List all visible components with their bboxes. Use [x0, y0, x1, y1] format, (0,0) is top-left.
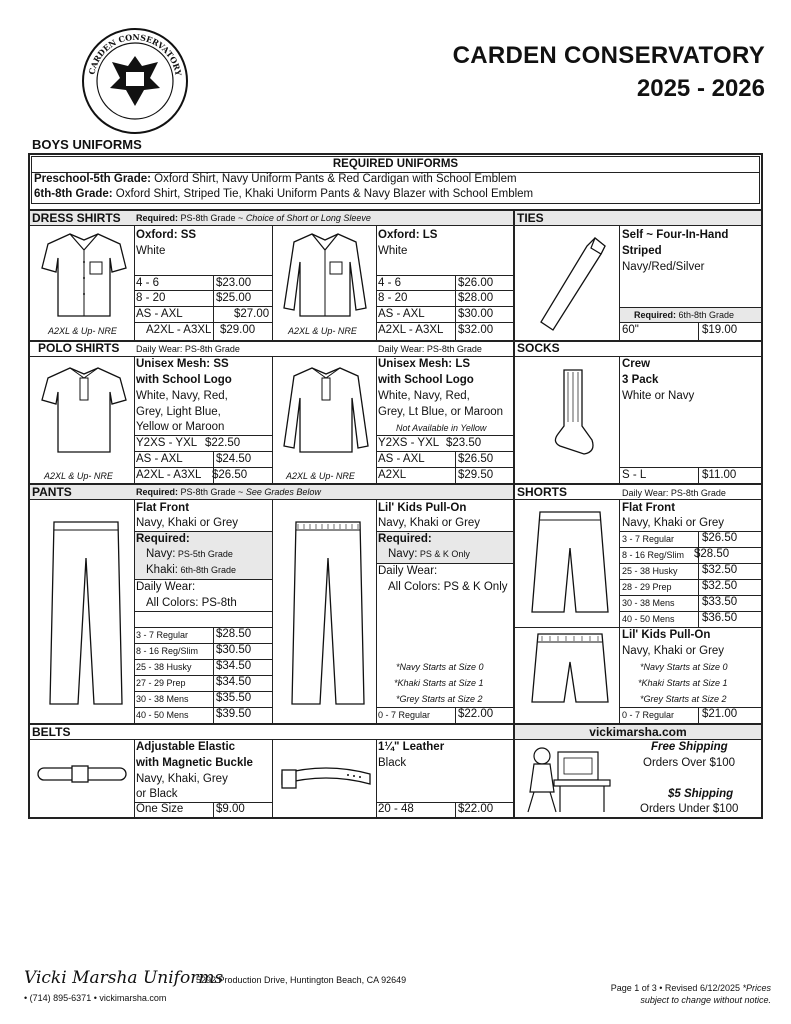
- price-row-price: $22.50: [205, 437, 241, 449]
- elastic-belt-colors: or Black: [136, 788, 178, 800]
- section-title-ties: TIES: [517, 211, 544, 225]
- tie-name: Self ~ Four-In-Hand: [622, 229, 729, 241]
- polo-note-ls: Daily Wear: PS-8th Grade: [378, 344, 482, 354]
- price-row-size: Y2XS - YXL: [136, 437, 198, 449]
- price-row-price: $34.50: [216, 676, 252, 688]
- price-row-size: 25 - 38 Husky: [622, 566, 678, 576]
- section-title-belts: BELTS: [32, 725, 71, 739]
- oxford-ss-name: Oxford: SS: [136, 229, 197, 241]
- price-row-price: $34.50: [216, 660, 252, 672]
- price-row-size: 27 - 29 Prep: [136, 678, 186, 688]
- pull-on-required-label: Required:: [378, 533, 432, 545]
- price-row-size: A2XL - A3XL: [146, 324, 212, 336]
- section-title-pants: PANTS: [32, 485, 72, 499]
- polo-note-ss: Daily Wear: PS-8th Grade: [136, 344, 240, 354]
- price-row-size: AS - AXL: [378, 453, 425, 465]
- socks-colors: White or Navy: [622, 390, 695, 402]
- leather-belt-size: 20 - 48: [378, 803, 414, 815]
- short-sleeve-oxford-shirt-illustration: [40, 228, 128, 320]
- shipping-clipart-illustration: [524, 742, 616, 814]
- pull-on-pants-name: Lil' Kids Pull-On: [378, 502, 467, 514]
- price-row-size: AS - AXL: [136, 453, 183, 465]
- price-row-price: $26.50: [458, 453, 494, 465]
- elastic-belt-buckle: with Magnetic Buckle: [136, 757, 253, 769]
- vendor-brand-logo: Vicki Marsha Uniforms: [24, 968, 224, 988]
- price-row-size: 25 - 38 Husky: [136, 662, 192, 672]
- dress-shirts-note: Required: PS-8th Grade ~ Choice of Short or Long Sleeve: [136, 213, 371, 223]
- polo-ss-nre-note: A2XL & Up- NRE: [44, 471, 113, 481]
- tie-style: Striped: [622, 245, 662, 257]
- price-row-price: $39.50: [216, 708, 252, 720]
- price-row-price: $29.50: [458, 469, 494, 481]
- pull-on-price: $22.00: [458, 708, 494, 720]
- leather-belt-price: $22.00: [458, 803, 494, 815]
- vendor-address: 5292 Production Drive, Huntington Beach, CA 92649: [196, 975, 407, 985]
- price-row-price: $28.50: [216, 628, 252, 640]
- paid-shipping-label: $5 Shipping: [668, 788, 734, 800]
- price-row-price: $28.50: [694, 548, 730, 560]
- pull-on-required-navy: Navy: PS & K Only: [388, 548, 470, 560]
- price-row-price: $29.00: [220, 324, 256, 336]
- flat-front-pants-illustration: [46, 518, 126, 710]
- price-row-size: 40 - 50 Mens: [622, 614, 675, 624]
- oxford-ss-color: White: [136, 245, 166, 257]
- free-shipping-condition: Orders Over $100: [643, 757, 736, 769]
- shorts-note: Daily Wear: PS-8th Grade: [622, 488, 726, 498]
- tie-size: 60": [622, 324, 639, 336]
- polo-ls-logo: with School Logo: [378, 374, 474, 386]
- socks-name: Crew: [622, 358, 651, 370]
- polo-ls-colors: White, Navy, Red,: [378, 390, 470, 402]
- price-row-size: 3 - 7 Regular: [136, 630, 189, 640]
- price-row-size: 40 - 50 Mens: [136, 710, 189, 720]
- price-row-price: $27.00: [234, 308, 270, 320]
- leather-belt-color: Black: [378, 757, 407, 769]
- socks-size: S - L: [622, 469, 647, 481]
- section-title-polo-shirts: POLO SHIRTS: [38, 341, 120, 355]
- price-row-size: A2XL - A3XL: [136, 469, 202, 481]
- elastic-belt-colors: Navy, Khaki, Grey: [136, 773, 228, 785]
- polo-ss-colors: Yellow or Maroon: [136, 421, 225, 433]
- price-row-size: Y2XS - YXL: [378, 437, 440, 449]
- pull-on-shorts-size-note: *Khaki Starts at Size 1: [638, 678, 728, 688]
- polo-ls-availability-note: Not Available in Yellow: [396, 423, 487, 433]
- leather-belt-illustration: [278, 760, 374, 794]
- price-row-price: $35.50: [216, 692, 252, 704]
- price-row-size: 8 - 16 Reg/Slim: [136, 646, 199, 656]
- required-line-middle: 6th-8th Grade: Oxford Shirt, Striped Tie, Khaki Uniform Pants & Navy Blazer with School Emblem: [34, 188, 534, 200]
- pants-required-navy: Navy: PS-5th Grade: [146, 548, 233, 560]
- polo-ss-colors: Grey, Light Blue,: [136, 406, 221, 418]
- price-row-price: $32.50: [702, 564, 738, 576]
- pants-required-label: Required:: [136, 533, 190, 545]
- pants-daily-label: Daily Wear:: [136, 581, 196, 593]
- pull-on-size-note: *Grey Starts at Size 2: [396, 694, 483, 704]
- price-row-price: $26.50: [702, 532, 738, 544]
- oxford-ls-color: White: [378, 245, 408, 257]
- required-line-preschool: Preschool-5th Grade: Oxford Shirt, Navy Uniform Pants & Red Cardigan with School Emblem: [34, 173, 517, 185]
- pull-on-daily-label: Daily Wear:: [378, 565, 438, 577]
- pants-required-khaki: Khaki: 6th-8th Grade: [146, 564, 237, 576]
- price-row-size: 8 - 20: [378, 292, 408, 304]
- price-row-size: 3 - 7 Regular: [622, 534, 675, 544]
- tie-colors: Navy/Red/Silver: [622, 261, 705, 273]
- price-row-price: $33.50: [702, 596, 738, 608]
- price-row-size: AS - AXL: [136, 308, 183, 320]
- pull-on-shorts-name: Lil' Kids Pull-On: [622, 629, 711, 641]
- required-uniforms-title: REQUIRED UNIFORMS: [32, 157, 759, 173]
- page-info: Page 1 of 3 • Revised 6/12/2025 *Prices subject to change without notice.: [610, 983, 771, 1005]
- flat-front-pants-name: Flat Front: [136, 502, 190, 514]
- pull-on-shorts-colors: Navy, Khaki or Grey: [622, 645, 725, 657]
- long-sleeve-polo-illustration: [280, 362, 372, 457]
- polo-ls-nre-note: A2XL & Up- NRE: [286, 471, 355, 481]
- flat-front-shorts-colors: Navy, Khaki or Grey: [622, 517, 725, 529]
- pull-on-shorts-size: 0 - 7 Regular: [622, 710, 675, 720]
- pull-on-size: 0 - 7 Regular: [378, 710, 431, 720]
- dress-ss-nre-note: A2XL & Up- NRE: [48, 326, 117, 336]
- price-row-price: $23.00: [216, 277, 252, 289]
- price-row-size: A2XL: [378, 469, 407, 481]
- price-row-price: $25.00: [216, 292, 252, 304]
- vendor-contact: • (714) 895-6371 • vickimarsha.com: [24, 993, 167, 1003]
- school-year: 2025 - 2026: [636, 75, 765, 102]
- section-title-socks: SOCKS: [517, 341, 560, 355]
- price-row-size: 4 - 6: [378, 277, 402, 289]
- price-row-price: $30.50: [216, 644, 252, 656]
- section-title-dress-shirts: DRESS SHIRTS: [32, 211, 121, 225]
- socks-pack: 3 Pack: [622, 374, 659, 386]
- price-row-size: 30 - 38 Mens: [622, 598, 675, 608]
- pull-on-shorts-price: $21.00: [702, 708, 738, 720]
- polo-ss-colors: White, Navy, Red,: [136, 390, 228, 402]
- flat-front-pants-colors: Navy, Khaki or Grey: [136, 517, 239, 529]
- pull-on-shorts-size-note: *Grey Starts at Size 2: [640, 694, 727, 704]
- price-row-size: AS - AXL: [378, 308, 425, 320]
- paid-shipping-condition: Orders Under $100: [640, 803, 739, 815]
- dress-ls-nre-note: A2XL & Up- NRE: [288, 326, 357, 336]
- elastic-belt-illustration: [34, 760, 130, 790]
- price-row-price: $24.50: [216, 453, 252, 465]
- elastic-belt-name: Adjustable Elastic: [136, 741, 236, 753]
- long-sleeve-oxford-shirt-illustration: [280, 228, 370, 320]
- elastic-belt-price: $9.00: [216, 803, 245, 815]
- polo-ls-colors: Grey, Lt Blue, or Maroon: [378, 406, 504, 418]
- school-seal-logo: [80, 26, 190, 136]
- price-row-size: 8 - 20: [136, 292, 166, 304]
- pull-on-pants-colors: Navy, Khaki or Grey: [378, 517, 481, 529]
- price-row-price: $28.00: [458, 292, 494, 304]
- price-row-size: A2XL - A3XL: [378, 324, 444, 336]
- pull-on-pants-illustration: [288, 518, 368, 710]
- necktie-illustration: [535, 232, 610, 332]
- leather-belt-name: 1¼" Leather: [378, 741, 445, 753]
- vendor-website[interactable]: vickimarsha.com: [589, 725, 687, 739]
- required-uniforms-box: [31, 156, 760, 204]
- flat-front-shorts-name: Flat Front: [622, 502, 676, 514]
- price-row-price: $23.50: [446, 437, 482, 449]
- price-row-size: 28 - 29 Prep: [622, 582, 672, 592]
- pull-on-size-note: *Khaki Starts at Size 1: [394, 678, 484, 688]
- price-row-price: $26.00: [458, 277, 494, 289]
- section-title-shorts: SHORTS: [517, 485, 568, 499]
- socks-price: $11.00: [702, 469, 737, 481]
- polo-ss-logo: with School Logo: [136, 374, 232, 386]
- price-row-price: $36.50: [702, 612, 738, 624]
- polo-ss-name: Unisex Mesh: SS: [136, 358, 229, 370]
- pull-on-shorts-illustration: [530, 630, 610, 710]
- pants-note: Required: PS-8th Grade ~ See Grades Below: [136, 487, 321, 497]
- price-row-size: 4 - 6: [136, 277, 160, 289]
- pull-on-size-note: *Navy Starts at Size 0: [396, 662, 484, 672]
- polo-ls-name: Unisex Mesh: LS: [378, 358, 471, 370]
- page-subtitle: BOYS UNIFORMS: [32, 137, 142, 152]
- price-row-price: $26.50: [212, 469, 248, 481]
- price-row-price: $32.00: [458, 324, 494, 336]
- pants-daily-colors: All Colors: PS-8th: [146, 597, 237, 609]
- price-row-size: 8 - 16 Reg/Slim: [622, 550, 685, 560]
- school-name: CARDEN CONSERVATORY: [452, 42, 765, 69]
- crew-socks-illustration: [540, 366, 600, 460]
- flat-front-shorts-illustration: [530, 508, 610, 618]
- short-sleeve-polo-illustration: [38, 362, 130, 457]
- elastic-belt-size: One Size: [136, 803, 184, 815]
- price-row-size: 30 - 38 Mens: [136, 694, 189, 704]
- price-row-price: $32.50: [702, 580, 738, 592]
- tie-price: $19.00: [702, 324, 738, 336]
- tie-required-note: Required: 6th-8th Grade: [634, 310, 735, 320]
- svg-text:CARDEN CONSERVATORY: CARDEN CONSERVATORY: [86, 31, 184, 77]
- free-shipping-label: Free Shipping: [651, 741, 728, 753]
- price-row-price: $30.00: [458, 308, 494, 320]
- pull-on-shorts-size-note: *Navy Starts at Size 0: [640, 662, 728, 672]
- pull-on-daily-colors: All Colors: PS & K Only: [388, 581, 508, 593]
- oxford-ls-name: Oxford: LS: [378, 229, 438, 241]
